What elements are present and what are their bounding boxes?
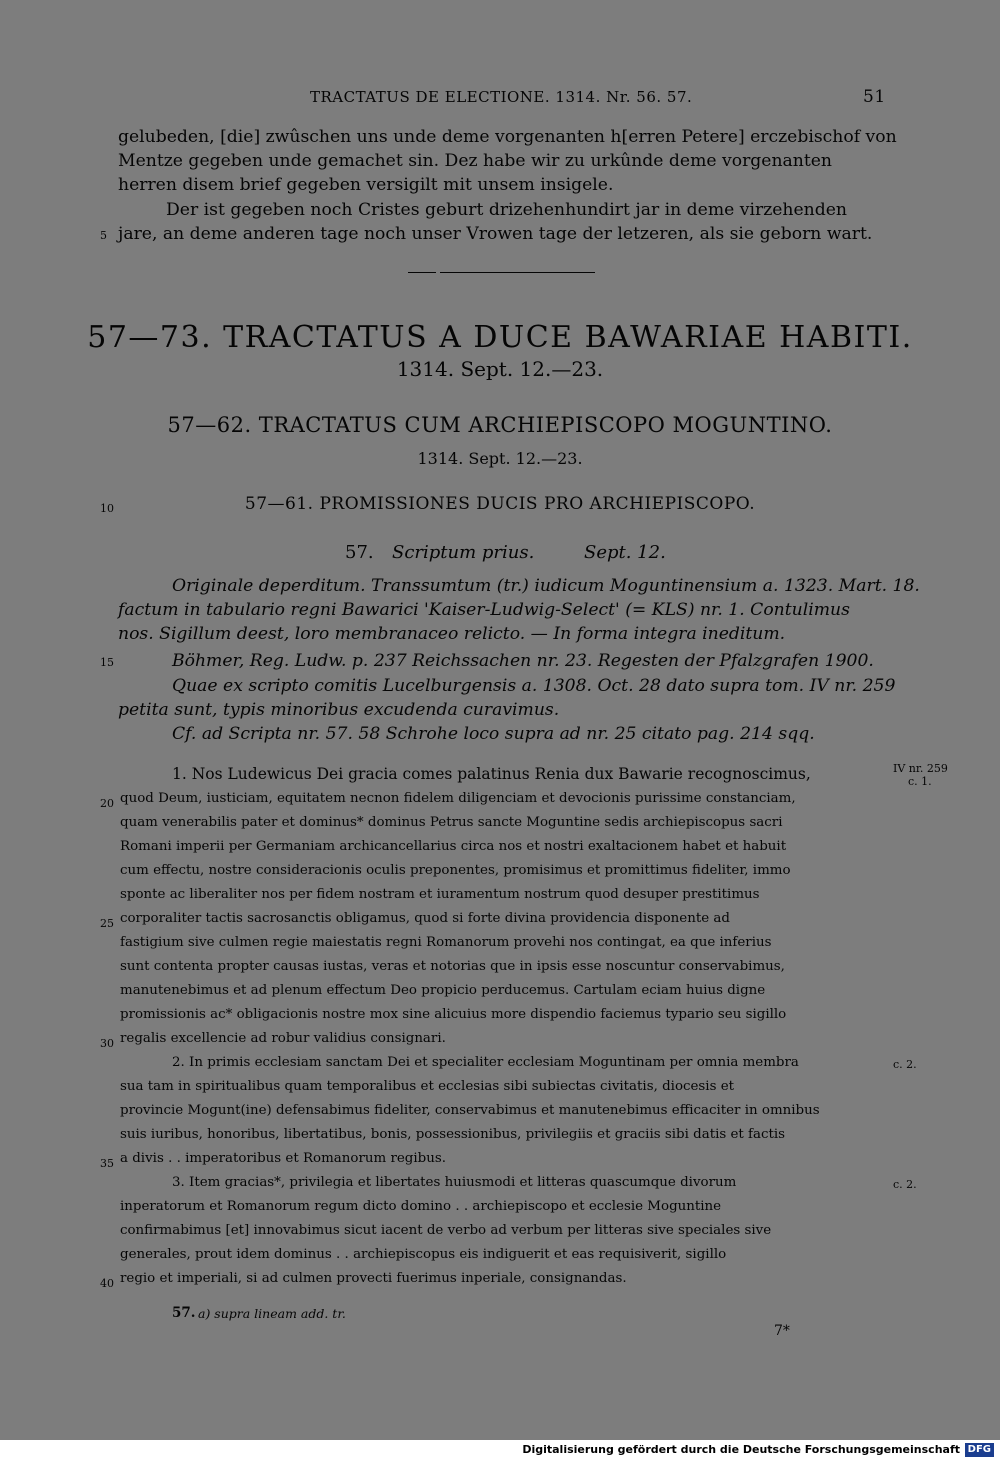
footnote-text: a) supra lineam add. tr. xyxy=(198,1306,346,1321)
line-number: 40 xyxy=(100,1277,114,1290)
separator-rule-short xyxy=(408,272,436,273)
text-line: sunt contenta propter causas iustas, veras et notorias que in ipsis esse noscuntur conservabimus, xyxy=(120,959,785,974)
text-line: confirmabimus [et] innovabimus sicut iacent de verbo ad verbum per litteras sive speciales sive xyxy=(120,1223,772,1238)
line-number: 30 xyxy=(100,1037,114,1050)
main-date: 1314. Sept. 12.—23. xyxy=(396,357,604,381)
text-line: sua tam in spiritualibus quam temporalibus et ecclesias sibi subiectas civitatis, diocesis et xyxy=(120,1079,735,1094)
text-line: generales, prout idem dominus . . archiepiscopus eis indiguerit et eas requisiverit, sigillo xyxy=(120,1247,727,1262)
doc-label: Scriptum prius. xyxy=(392,542,535,563)
text-line: fastigium sive culmen regie maiestatis regni Romanorum provehi nos contingat, ea que inferius xyxy=(120,935,772,950)
line-number: 15 xyxy=(100,656,114,669)
margin-ref: c. 2. xyxy=(893,1058,917,1071)
text-line: 1. Nos Ludewicus Dei gracia comes palatinus Renia dux Bawarie recognoscimus, xyxy=(172,765,811,783)
text-line: jare, an deme anderen tage noch unser Vrowen tage der letzeren, als sie geborn wart. xyxy=(118,224,873,244)
margin-ref: c. 1. xyxy=(908,775,932,788)
text-line: inperatorum et Romanorum regum dicto domino . . archiepiscopo et ecclesie Moguntine xyxy=(120,1199,722,1214)
text-line: manutenebimus et ad plenum effectum Deo propicio perducemus. Cartulam eciam huius digne xyxy=(120,983,766,998)
text-line: Der ist gegeben noch Cristes geburt drizehenhundirt jar in deme virzehenden xyxy=(166,200,847,220)
preface-line: factum in tabulario regni Bawarici 'Kaiser-Ludwig-Select' (= KLS) nr. 1. Contulimus xyxy=(118,600,850,620)
preface-line: Quae ex scripto comitis Lucelburgensis a. 1308. Oct. 28 dato supra tom. IV nr. 259 xyxy=(172,676,896,696)
doc-date: Sept. 12. xyxy=(584,542,666,563)
line-number: 20 xyxy=(100,797,114,810)
separator-rule xyxy=(440,272,595,273)
preface-line: Böhmer, Reg. Ludw. p. 237 Reichssachen nr. 23. Regesten der Pfalzgrafen 1900. xyxy=(172,651,874,671)
text-line: suis iuribus, honoribus, libertatibus, bonis, possessionibus, privilegiis et graciis sibi datis et factis xyxy=(120,1127,786,1142)
line-number: 25 xyxy=(100,917,114,930)
text-line: sponte ac liberaliter nos per fidem nostram et iuramentum nostrum quod desuper prestitimus xyxy=(120,887,760,902)
text-line: promissionis ac* obligacionis nostre mox sine alicuius more dispendio faciemus typario seu sigillo xyxy=(120,1007,787,1022)
signature-mark: 7* xyxy=(774,1323,790,1339)
section-title: 57—61. PROMISSIONES DUCIS PRO ARCHIEPISCOPO. xyxy=(244,494,756,514)
text-line: regio et imperiali, si ad culmen provecti fuerimus inperiale, consignandas. xyxy=(120,1271,627,1286)
text-line: Romani imperii per Germaniam archicancellarius circa nos et nostri exaltacionem habet et habuit xyxy=(120,839,787,854)
text-line: gelubeden, [die] zwûschen uns unde deme vorgenanten h[erren Petere] erczebischof von xyxy=(118,127,897,147)
main-title: 57—73. TRACTATUS A DUCE BAWARIAE HABITI. xyxy=(87,320,913,355)
text-line: quam venerabilis pater et dominus* dominus Petrus sancte Moguntine sedis archiepiscopus sacri xyxy=(120,815,783,830)
line-number: 35 xyxy=(100,1157,114,1170)
doc-number: 57. xyxy=(345,542,374,563)
sub-title: 57—62. TRACTATUS CUM ARCHIEPISCOPO MOGUNTINO. xyxy=(167,413,833,437)
text-line: quod Deum, iusticiam, equitatem necnon fidelem diligenciam et devocionis purissime constanciam, xyxy=(120,791,796,806)
page-number: 51 xyxy=(863,87,886,107)
line-number: 5 xyxy=(100,229,107,242)
text-line: Mentze gegeben unde gemachet sin. Dez habe wir zu urkûnde deme vorgenanten xyxy=(118,151,833,171)
text-line: regalis excellencie ad robur validius consignari. xyxy=(120,1031,446,1046)
line-number: 10 xyxy=(100,502,114,515)
footer-credit: Digitalisierung gefördert durch die Deutsche Forschungsgemeinschaft xyxy=(522,1443,960,1456)
sub-date: 1314. Sept. 12.—23. xyxy=(417,449,583,468)
preface-line: Originale deperditum. Transsumtum (tr.) iudicum Moguntinensium a. 1323. Mart. 18. xyxy=(172,576,920,596)
text-line: provincie Mogunt(ine) defensabimus fideliter, conservabimus et manutenebimus efficaciter in omnibus xyxy=(120,1103,820,1118)
preface-line: Cf. ad Scripta nr. 57. 58 Schrohe loco supra ad nr. 25 citato pag. 214 sqq. xyxy=(172,724,815,744)
preface-line: petita sunt, typis minoribus excudenda curavimus. xyxy=(118,700,560,720)
text-line: 3. Item gracias*, privilegia et libertates huiusmodi et litteras quascumque divorum xyxy=(172,1175,737,1190)
dfg-logo: DFG xyxy=(965,1443,994,1457)
footnote-number: 57. xyxy=(172,1305,196,1321)
running-title: TRACTATUS DE ELECTIONE. 1314. Nr. 56. 57. xyxy=(310,88,693,106)
digitization-footer xyxy=(0,1440,1000,1461)
preface-line: nos. Sigillum deest, loro membranaceo relicto. — In forma integra ineditum. xyxy=(118,624,786,644)
text-line: a divis . . imperatoribus et Romanorum regibus. xyxy=(120,1151,446,1166)
text-line: corporaliter tactis sacrosanctis obligamus, quod si forte divina providencia disponente ad xyxy=(120,911,730,926)
text-line: herren disem brief gegeben versigilt mit unsem insigele. xyxy=(118,175,614,195)
margin-ref: IV nr. 259 xyxy=(893,762,948,775)
margin-ref: c. 2. xyxy=(893,1178,917,1191)
text-line: cum effectu, nostre consideracionis oculis preponentes, promisimus et promittimus fideliter, immo xyxy=(120,863,791,878)
text-line: 2. In primis ecclesiam sanctam Dei et specialiter ecclesiam Moguntinam per omnia membra xyxy=(172,1055,799,1070)
